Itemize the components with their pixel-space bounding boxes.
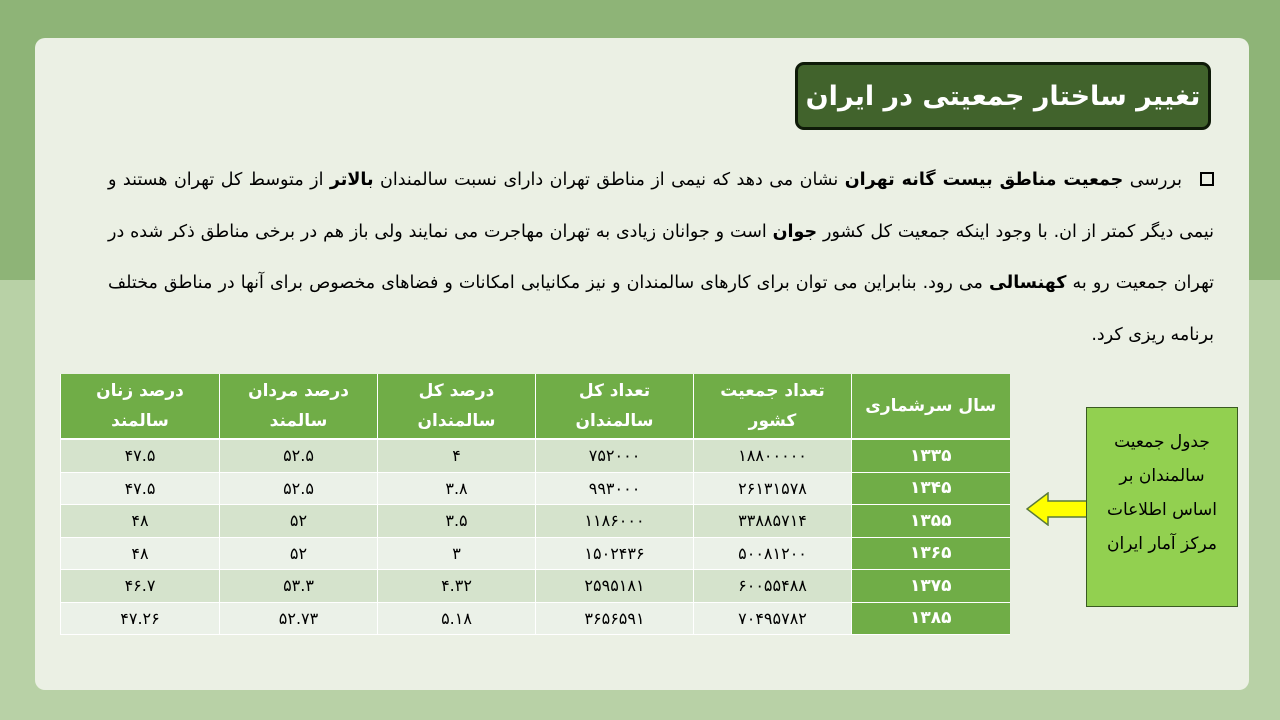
cell-women-percent: ۴۸: [61, 505, 220, 538]
cell-men-percent: ۵۲: [220, 537, 378, 570]
text-bold-run: کهنسالی: [988, 273, 1067, 293]
cell-elderly-percent: ۳.۵: [378, 505, 536, 538]
cell-total-elderly: ۳۶۵۶۵۹۱: [536, 602, 694, 635]
table-caption-box: [1086, 407, 1238, 607]
header-elderly-percent: درصد کل سالمندان: [378, 374, 536, 439]
cell-elderly-percent: ۵.۱۸: [378, 602, 536, 635]
table-row: [61, 505, 1010, 538]
square-bullet-icon: [1200, 172, 1214, 186]
header-census-year: سال سرشماری: [852, 374, 1010, 439]
cell-total-elderly: ۱۱۸۶۰۰۰: [536, 505, 694, 538]
cell-men-percent: ۵۳.۳: [220, 570, 378, 603]
title-box: [795, 62, 1211, 130]
text-run: از متوسط کل تهران هستند و نیمی دیگر کمتر از ان. با وجود اینکه جمعیت کل کشور: [108, 170, 1214, 242]
cell-total-elderly: ۷۵۲۰۰۰: [536, 439, 694, 472]
cell-total-elderly: ۹۹۳۰۰۰: [536, 472, 694, 505]
cell-year: ۱۳۳۵: [852, 439, 1010, 472]
cell-population: ۲۶۱۳۱۵۷۸: [694, 472, 852, 505]
cell-men-percent: ۵۲: [220, 505, 378, 538]
text-run: است و جوانان زیادی به تهران مهاجرت می نمایند ولی باز هم در برخی مناطق ذکر شده در تهران جمعیت رو به: [108, 221, 1214, 293]
cell-elderly-percent: ۳.۸: [378, 472, 536, 505]
text-run: نشان می دهد که نیمی از مناطق تهران دارای نسبت سالمندان: [373, 170, 845, 190]
table-header-row: [61, 374, 1010, 439]
table-row: [61, 537, 1010, 570]
header-total-elderly: تعداد کل سالمندان: [536, 374, 694, 439]
cell-population: ۷۰۴۹۵۷۸۲: [694, 602, 852, 635]
cell-men-percent: ۵۲.۵: [220, 472, 378, 505]
cell-population: ۵۰۰۸۱۲۰۰: [694, 537, 852, 570]
text-bold-run: جمعیت مناطق بیست گانه تهران: [844, 170, 1124, 190]
text-bold-run: بالاتر: [329, 170, 374, 190]
table-row: [61, 602, 1010, 635]
text-run: می رود. بنابراین می توان برای کارهای سالمندان و نیز مکانیابی امکانات و فضاهای مخصوص برای آنها در مناطق مختلف برنامه ریزی کرد.: [108, 273, 1214, 345]
table-caption-text: جدول جمعیت سالمندان بر اساس اطلاعات مرکز آمار ایران: [1106, 432, 1218, 554]
body-paragraph: [108, 155, 1214, 361]
cell-year: ۱۳۴۵: [852, 472, 1010, 505]
cell-year: ۱۳۸۵: [852, 602, 1010, 635]
cell-women-percent: ۴۶.۷: [61, 570, 220, 603]
text-bold-run: جوان: [772, 221, 818, 242]
cell-total-elderly: ۱۵۰۲۴۳۶: [536, 537, 694, 570]
cell-year: ۱۳۵۵: [852, 505, 1010, 538]
table-row: [61, 472, 1010, 505]
cell-elderly-percent: ۴.۳۲: [378, 570, 536, 603]
table-row: [61, 439, 1010, 472]
cell-year: ۱۳۶۵: [852, 537, 1010, 570]
cell-women-percent: ۴۷.۵: [61, 439, 220, 472]
header-elderly-women-percent: درصد زنان سالمند: [61, 374, 220, 439]
cell-population: ۱۸۸۰۰۰۰۰: [694, 439, 852, 472]
text-run: بررسی: [1123, 170, 1182, 190]
elderly-population-table: [60, 374, 1010, 635]
header-country-population: تعداد جمعیت کشور: [694, 374, 852, 439]
cell-population: ۳۳۸۸۵۷۱۴: [694, 505, 852, 538]
table-row: [61, 570, 1010, 603]
header-elderly-men-percent: درصد مردان سالمند: [220, 374, 378, 439]
cell-elderly-percent: ۴: [378, 439, 536, 472]
cell-women-percent: ۴۸: [61, 537, 220, 570]
cell-men-percent: ۵۲.۷۳: [220, 602, 378, 635]
cell-women-percent: ۴۷.۵: [61, 472, 220, 505]
cell-men-percent: ۵۲.۵: [220, 439, 378, 472]
cell-elderly-percent: ۳: [378, 537, 536, 570]
slide-title: تغییر ساختار جمعیتی در ایران: [805, 80, 1201, 112]
cell-total-elderly: ۲۵۹۵۱۸۱: [536, 570, 694, 603]
cell-women-percent: ۴۷.۲۶: [61, 602, 220, 635]
cell-year: ۱۳۷۵: [852, 570, 1010, 603]
cell-population: ۶۰۰۵۵۴۸۸: [694, 570, 852, 603]
